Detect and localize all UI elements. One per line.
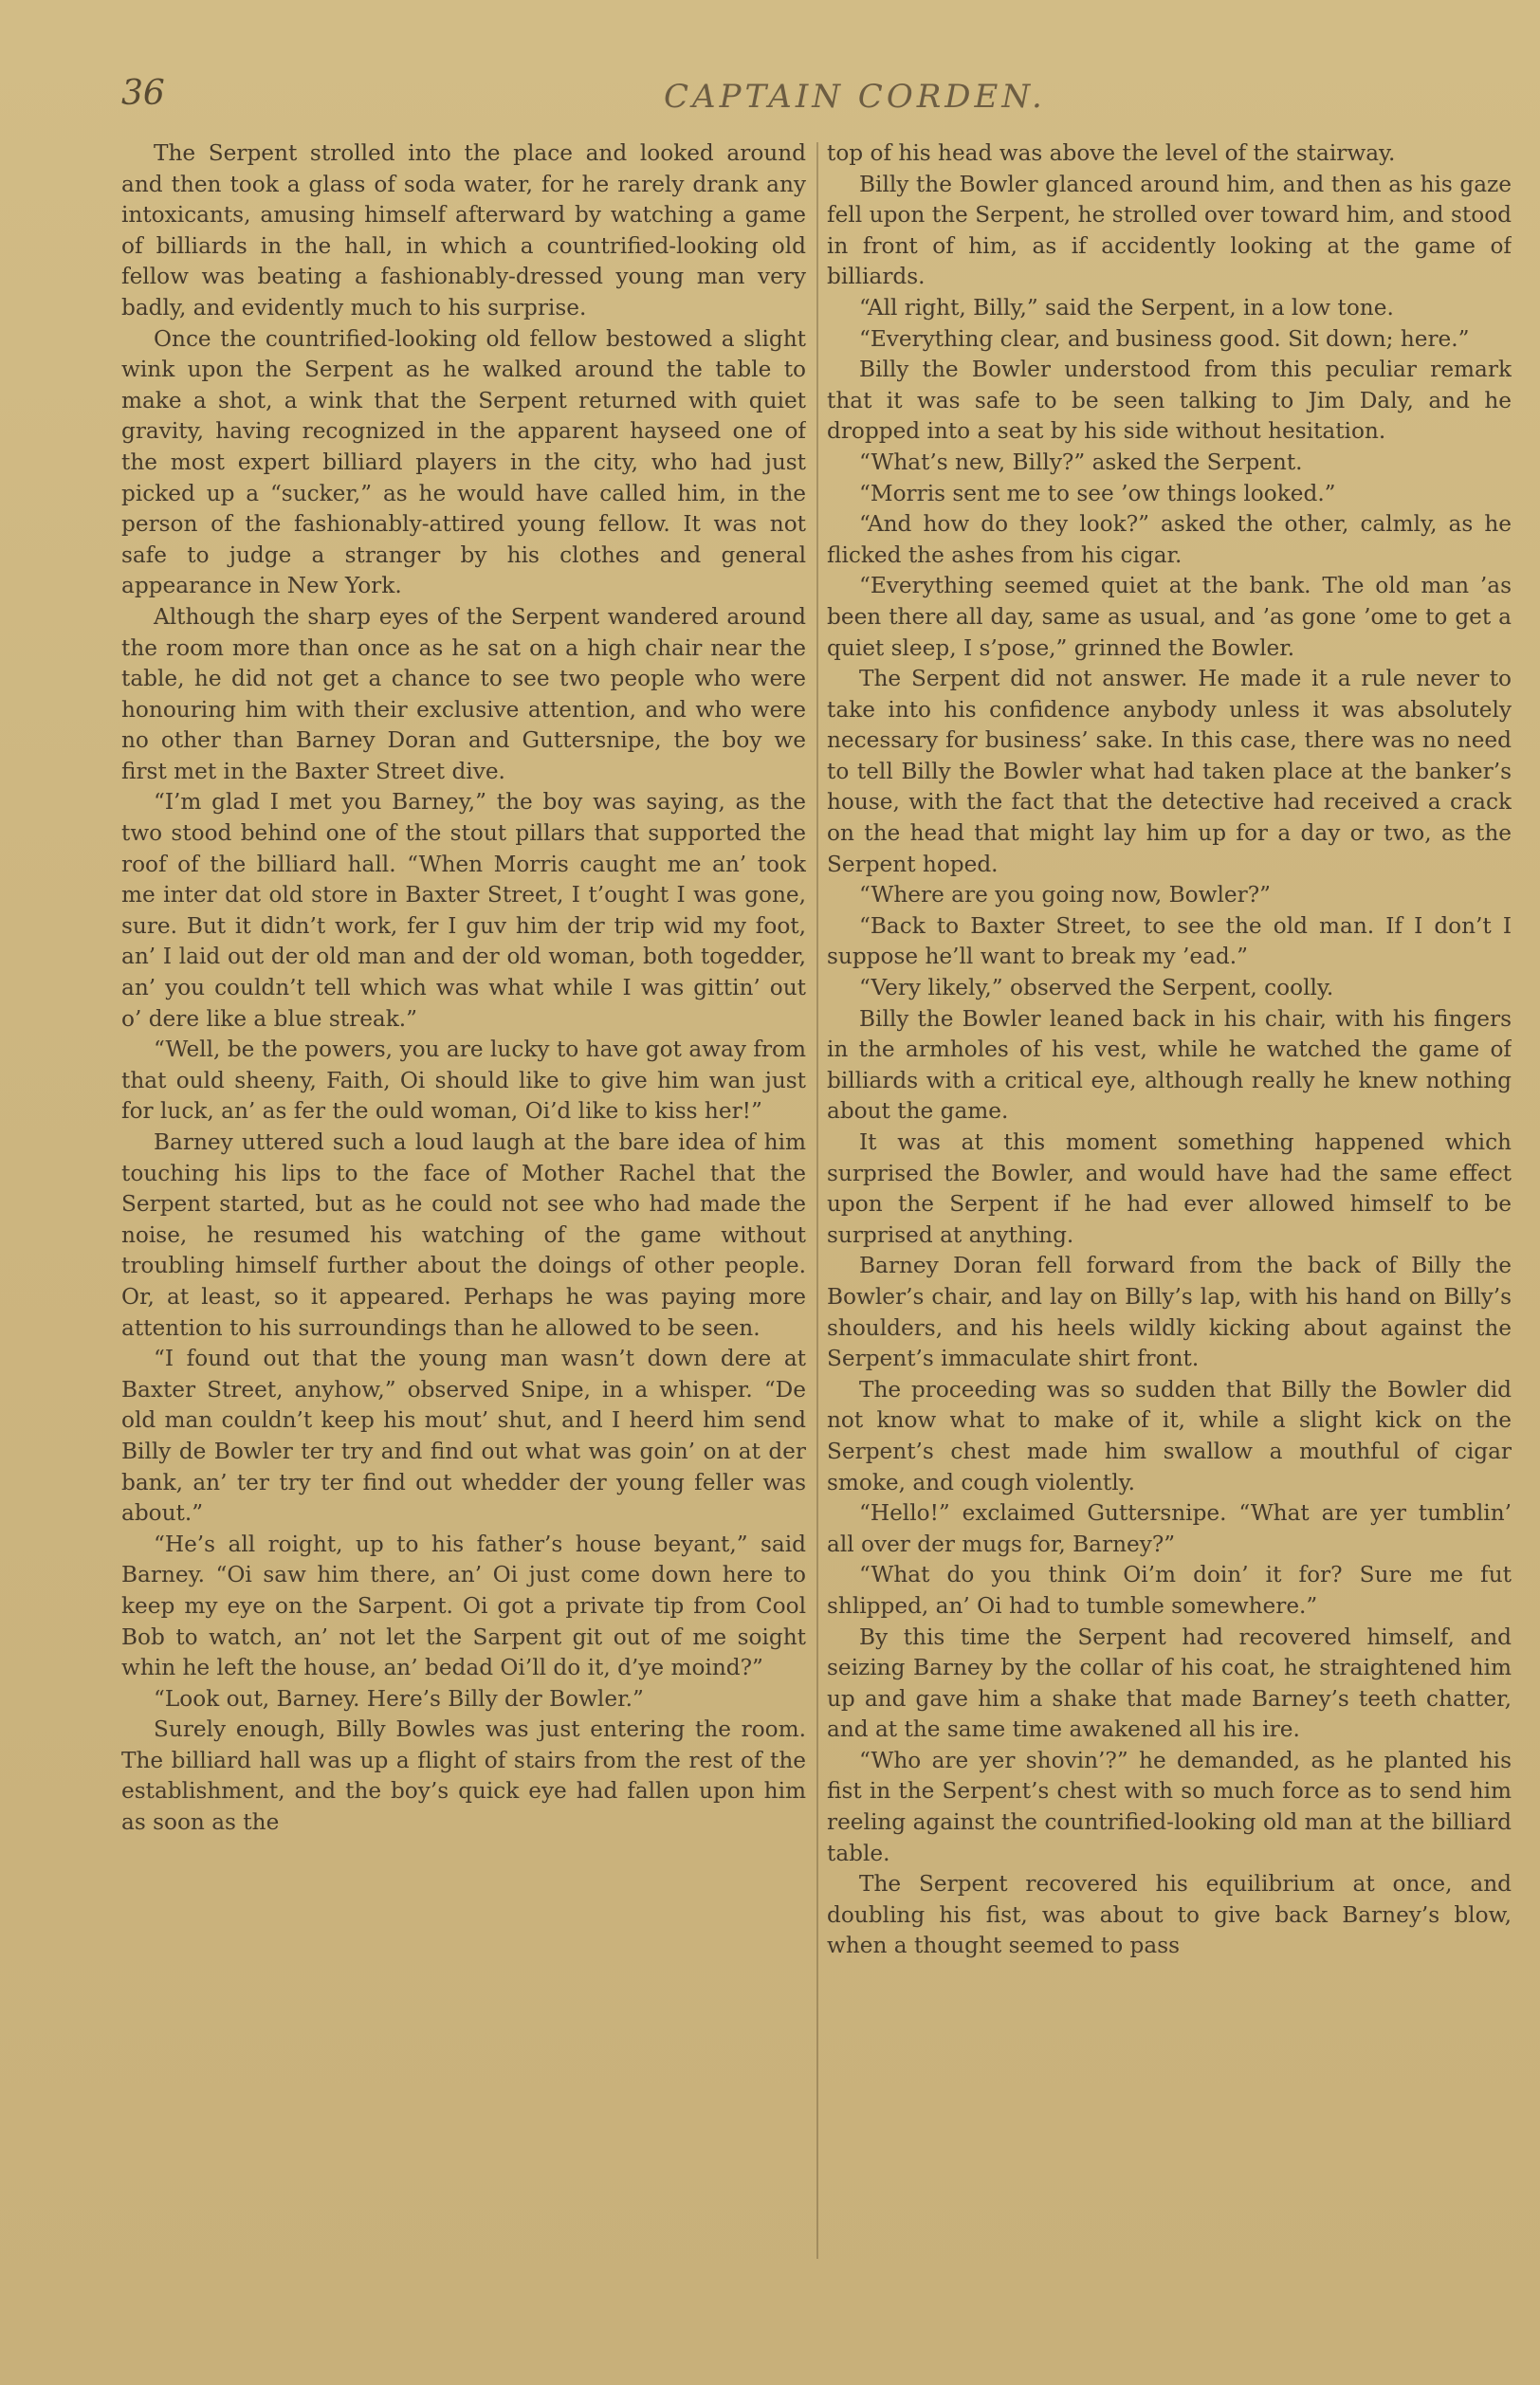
- paragraph: The Serpent did not answer. He made it a rule never to take into his confidence anybody unless it was absolutely necessary for business’ sake. In this case, there was no need to tell Billy the Bowler what had taken place at the banker’s house, with the fact that the detective had received a crack on the head that might lay him up for a day or two, as the Serpent hoped.: [827, 666, 1512, 877]
- paragraph: It was at this moment something happened which surprised the Bowler, and would have had the same effect upon the Serpent if he had ever allowed himself to be surprised at anything.: [827, 1129, 1512, 1248]
- paragraph: “Who are yer shovin’?” he demanded, as he planted his fist in the Serpent’s chest with so much force as to send him reeling against the countrified-looking old man at the billiard table.: [827, 1747, 1512, 1866]
- paragraph: “What do you think Oi’m doin’ it for? Sure me fut shlipped, an’ Oi had to tumble somewhere.”: [827, 1562, 1512, 1619]
- column-divider: [816, 142, 818, 2259]
- paragraph: “Everything clear, and business good. Sit down; here.”: [859, 325, 1470, 352]
- running-title: CAPTAIN CORDEN.: [664, 78, 1046, 116]
- paragraph: “Where are you going now, Bowler?”: [859, 882, 1271, 908]
- paragraph: Surely enough, Billy Bowles was just entering the room. The billiard hall was up a flight of stairs from the rest of the establishment, and the boy’s quick eye had fallen upon him as soon as the: [121, 1716, 806, 1836]
- paragraph: “What’s new, Billy?” asked the Serpent.: [859, 449, 1303, 475]
- paragraph: “All right, Billy,” said the Serpent, in a low tone.: [859, 294, 1394, 321]
- paragraph: Billy the Bowler glanced around him, and then as his gaze fell upon the Serpent, he strolled over toward him, and stood in front of him, as if accidently looking at the game of billiards.: [827, 171, 1512, 290]
- paragraph: The proceeding was so sudden that Billy the Bowler did not know what to make of it, while a slight kick on the Serpent’s chest made him swallow a mouthful of cigar smoke, and cough violently.: [827, 1376, 1512, 1495]
- paragraph: “Very likely,” observed the Serpent, coolly.: [859, 975, 1334, 1001]
- paragraph: “Look out, Barney. Here’s Billy der Bowler.”: [154, 1685, 644, 1712]
- paragraph: Although the sharp eyes of the Serpent wandered around the room more than once as he sat on a high chair near the table, he did not get a chance to see two people who were honouring him with their exclusive attention, and who were no other than Barney Doran and Guttersnipe, the boy we first met in the Baxter Street dive.: [121, 603, 806, 784]
- paragraph: “Well, be the powers, you are lucky to have got away from that ould sheeny, Faith, Oi should like to give him wan just for luck, an’ as fer the ould woman, Oi’d like to kiss her!”: [121, 1037, 806, 1125]
- left-column: [121, 138, 806, 2239]
- paragraph: Billy the Bowler understood from this peculiar remark that it was safe to be seen talking to Jim Daly, and he dropped into a seat by his side without hesitation.: [827, 357, 1512, 445]
- paragraph: “Back to Baxter Street, to see the old man. If I don’t I suppose he’ll want to break my ’ead.”: [827, 912, 1512, 970]
- paragraph: “I found out that the young man wasn’t down dere at Baxter Street, anyhow,” observed Snipe, in a whisper. “De old man couldn’t keep his mout’ shut, and I heerd him send Billy de Bowler ter try and find out what was goin’ on at der bank, an’ ter try ter find out whedder der young feller was about.”: [121, 1346, 806, 1527]
- paragraph: “Hello!” exclaimed Guttersnipe. “What are yer tumblin’ all over der mugs for, Barney?”: [827, 1500, 1512, 1557]
- paragraph: Billy the Bowler leaned back in his chair, with his fingers in the armholes of his vest, while he watched the game of billiards with a critical eye, although really he knew nothing about the game.: [827, 1005, 1512, 1125]
- paragraph: Barney Doran fell forward from the back of Billy the Bowler’s chair, and lay on Billy’s lap, with his hand on Billy’s shoulders, and his heels wildly kicking about against the Serpent’s immaculate shirt front.: [827, 1253, 1512, 1372]
- paragraph: “He’s all roight, up to his father’s house beyant,” said Barney. “Oi saw him there, an’ Oi just come down here to keep my eye on the Sarpent. Oi got a private tip from Cool Bob to watch, an’ not let the Sarpent git out of me soight whin he left the house, an’ bedad Oi’ll do it, d’ye moind?”: [121, 1531, 806, 1681]
- page-number: 36: [121, 74, 165, 113]
- paragraph-continuation: top of his head was above the level of the stairway.: [827, 140, 1396, 166]
- paragraph: By this time the Serpent had recovered himself, and seizing Barney by the collar of his coat, he straightened him up and gave him a shake that made Barney’s teeth chatter, and at the same time awakened all his ire.: [827, 1624, 1512, 1743]
- paragraph: “And how do they look?” asked the other, calmly, as he flicked the ashes from his cigar.: [827, 511, 1512, 568]
- paragraph: The Serpent strolled into the place and looked around and then took a glass of soda water, for he rarely drank any intoxicants, amusing himself afterward by watching a game of billiards in the hall, in which a countrified-looking old fellow was beating a fashionably-dressed young man very badly, and evidently much to his surprise.: [121, 140, 806, 321]
- paragraph: “Morris sent me to see ’ow things looked.”: [859, 480, 1336, 506]
- paragraph: The Serpent recovered his equilibrium at once, and doubling his fist, was about to give back Barney’s blow, when a thought seemed to pass: [827, 1871, 1512, 1959]
- paragraph: “I’m glad I met you Barney,” the boy was saying, as the two stood behind one of the stout pillars that supported the roof of the billiard hall. “When Morris caught me an’ took me inter dat old store in Baxter Street, I t’ought I was gone, sure. But it didn’t work, fer I guv him der trip wid my foot, an’ I laid out der old man and der old woman, both togedder, an’ you couldn’t tell which was what while I was gittin’ out o’ dere like a blue streak.”: [121, 789, 806, 1032]
- paragraph: Barney uttered such a loud laugh at the bare idea of him touching his lips to the face of Mother Rachel that the Serpent started, but as he could not see who had made the noise, he resumed his watching of the game without troubling himself further about the doings of other people. Or, at least, so it appeared. Perhaps he was paying more attention to his surroundings than he allowed to be seen.: [121, 1129, 806, 1341]
- right-column: [827, 138, 1512, 2239]
- paragraph: “Everything seemed quiet at the bank. The old man ’as been there all day, same as usual, and ’as gone ’ome to get a quiet sleep, I s’pose,” grinned the Bowler.: [827, 573, 1512, 661]
- paragraph: Once the countrified-looking old fellow bestowed a slight wink upon the Serpent as he walked around the table to make a shot, a wink that the Serpent returned with quiet gravity, having recognized in the apparent hayseed one of the most expert billiard players in the city, who had just picked up a “sucker,” as he would have called him, in the person of the fashionably-attired young fellow. It was not safe to judge a stranger by his clothes and general appearance in New York.: [121, 325, 806, 599]
- page-header: [121, 74, 1506, 131]
